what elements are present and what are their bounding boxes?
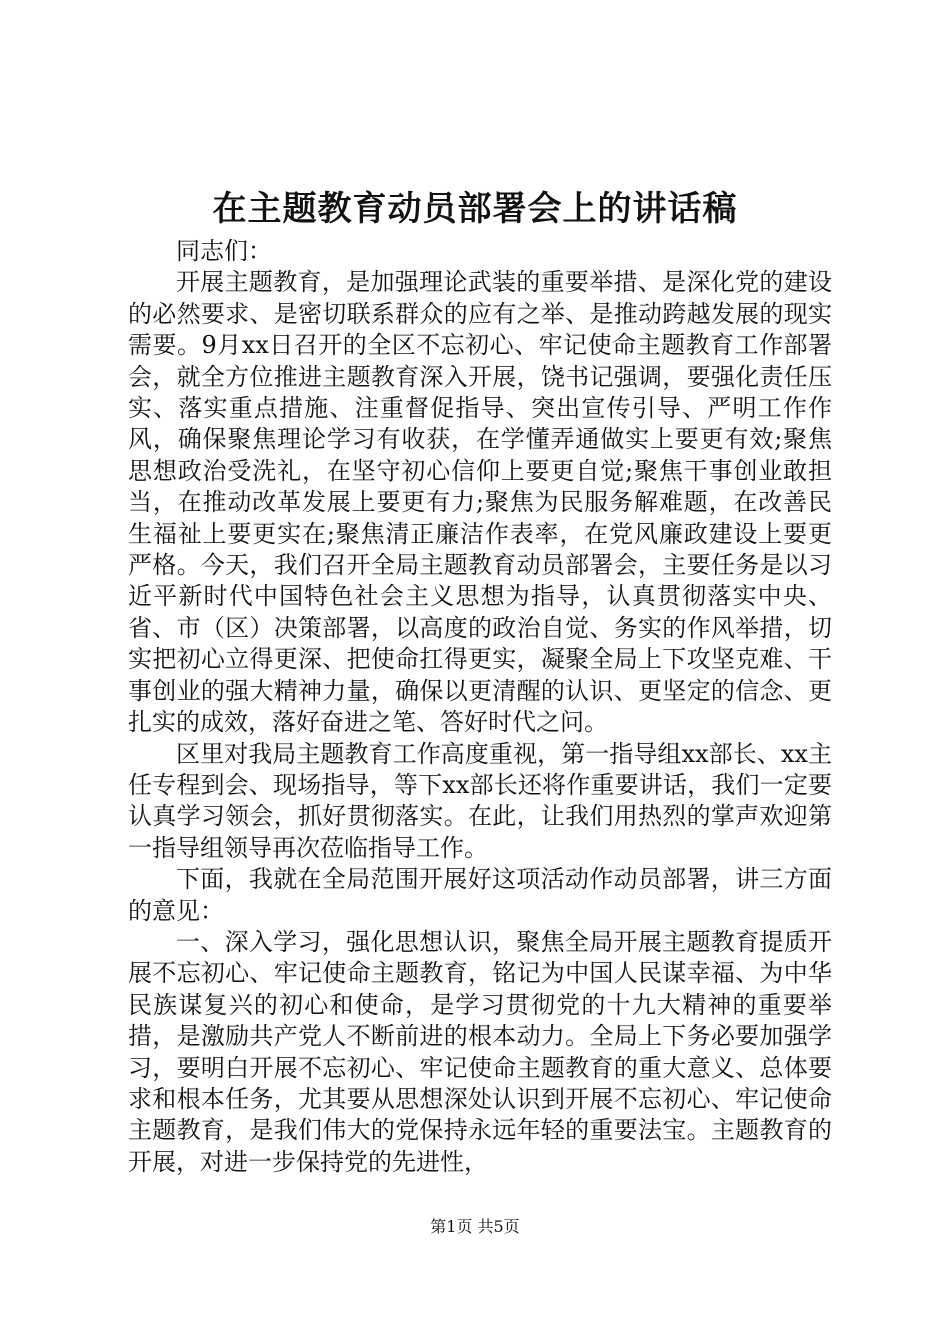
page-footer: 第1页 共5页 — [430, 1217, 520, 1236]
paragraph-4: 一、深入学习，强化思想认识，聚焦全局开展主题教育提质开展不忘初心、牢记使命主题教育，铭记为中国人民谋幸福、为中华民族谋复兴的初心和使命，是学习贯彻党的十九大精神的重要举措，是激励共产党人不断前进的根本动力。全局上下务必要加强学习，要明白开展不忘初心、牢记使命主题教育的重大意义、总体要求和根本任务，尤其要从思想深处认识到开展不忘初心、牢记使命主题教育，是我们伟大的党保持永远年轻的重要法宝。主题教育的开展，对进一步保持党的先进性， — [128, 927, 832, 1176]
paragraph-2: 区里对我局主题教育工作高度重视，第一指导组xx部长、xx主任专程到会、现场指导，等下xx部长还将作重要讲话，我们一定要认真学习领会，抓好贯彻落实。在此，让我们用热烈的掌声欢迎第一指导组领导再次莅临指导工作。 — [128, 739, 832, 862]
salutation: 同志们： — [176, 237, 272, 265]
paragraph-1: 开展主题教育，是加强理论武装的重要举措、是深化党的建设的必然要求、是密切联系群众的应有之举、是推动跨越发展的现实需要。9月xx日召开的全区不忘初心、牢记使命主题教育工作部署会，就全方位推进主题教育深入开展，饶书记强调，要强化责任压实、落实重点措施、注重督促指导、突出宣传引导、严明工作作风，确保聚焦理论学习有收获，在学懂弄通做实上要更有效;聚焦思想政治受洗礼，在坚守初心信仰上要更自觉;聚焦干事创业敢担当，在推动改革发展上要更有力;聚焦为民服务解难题，在改善民生福祉上要更实在;聚焦清正廉洁作表率，在党风廉政建设上要更严格。今天，我们召开全局主题教育动员部署会，主要任务是以习近平新时代中国特色社会主义思想为指导，认真贯彻落实中央、省、市（区）决策部署，以高度的政治自觉、务实的作风举措，切实把初心立得更深、把使命扛得更实，凝聚全局上下攻坚克难、干事创业的强大精神力量，确保以更清醒的认识、更坚定的信念、更扎实的成效，落好奋进之笔、答好时代之问。 — [128, 268, 832, 737]
document-body — [128, 236, 832, 1178]
paragraph-3: 下面，我就在全局范围开展好这项活动作动员部署，讲三方面的意见： — [128, 865, 832, 925]
document-title: 在主题教育动员部署会上的讲话稿 — [212, 189, 738, 229]
